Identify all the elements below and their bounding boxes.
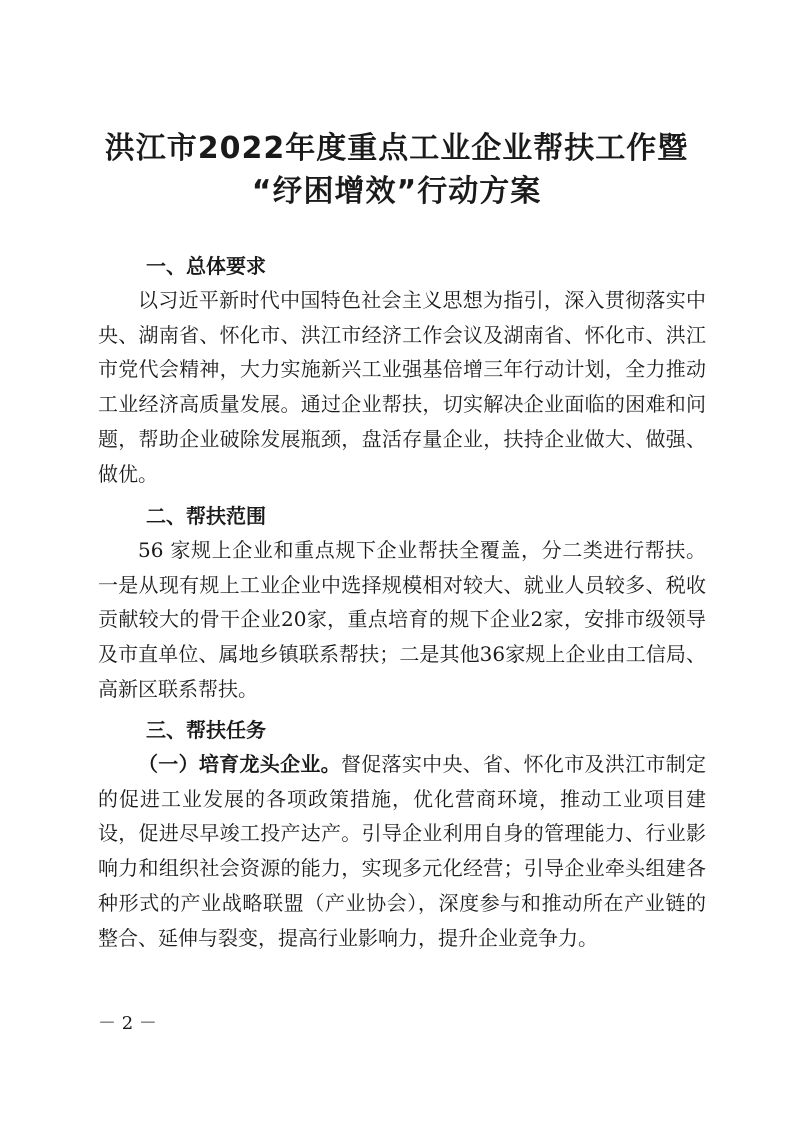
section-paragraph-scope: 56 家规上企业和重点规下企业帮扶全覆盖，分二类进行帮扶。一是从现有规上工业企业中选择规模相对较大、就业人员较多、税收贡献较大的骨干企业20家，重点培育的规下企业2家，安排市级领导及市直单位、属地乡镇联系帮扶；二是其他36家规上企业由工信局、高新区联系帮扶。: [98, 538, 706, 701]
section-paragraph-general-requirements: 以习近平新时代中国特色社会主义思想为指引，深入贯彻落实中央、湖南省、怀化市、洪江市经济工作会议及湖南省、怀化市、洪江市党代会精神，大力实施新兴工业强基倍增三年行动计划，全力推动工业经济高质量发展。通过企业帮扶，切实解决企业面临的困难和问题，帮助企业破除发展瓶颈，盘活存量企业，扶持企业做大、做强、做优。: [98, 288, 706, 486]
subsection-lead-cultivate-leaders: （一）培育龙头企业。: [138, 752, 341, 776]
page-number: － 2 －: [98, 1013, 157, 1034]
section-heading-tasks: 三、帮扶任务: [146, 718, 266, 742]
document-title-line-1: 洪江市2022年度重点工业企业帮扶工作暨: [104, 131, 689, 166]
section-paragraph-tasks: [98, 747, 706, 955]
section-heading-scope: 二、帮扶范围: [146, 504, 266, 528]
subsection-body-cultivate-leaders: 督促落实中央、省、怀化市及洪江市制定的促进工业发展的各项政策措施，优化营商环境，推动工业项目建设，促进尽早竣工投产达产。引导企业利用自身的管理能力、行业影响力和组织社会资源的能力，实现多元化经营；引导企业牵头组建各种形式的产业战略联盟（产业协会），深度参与和推动所在产业链的整合、延伸与裂变，提高行业影响力，提升企业竞争力。: [98, 752, 707, 950]
section-heading-general-requirements: 一、总体要求: [146, 254, 266, 278]
document-title-line-2: “纾困增效”行动方案: [251, 174, 542, 209]
